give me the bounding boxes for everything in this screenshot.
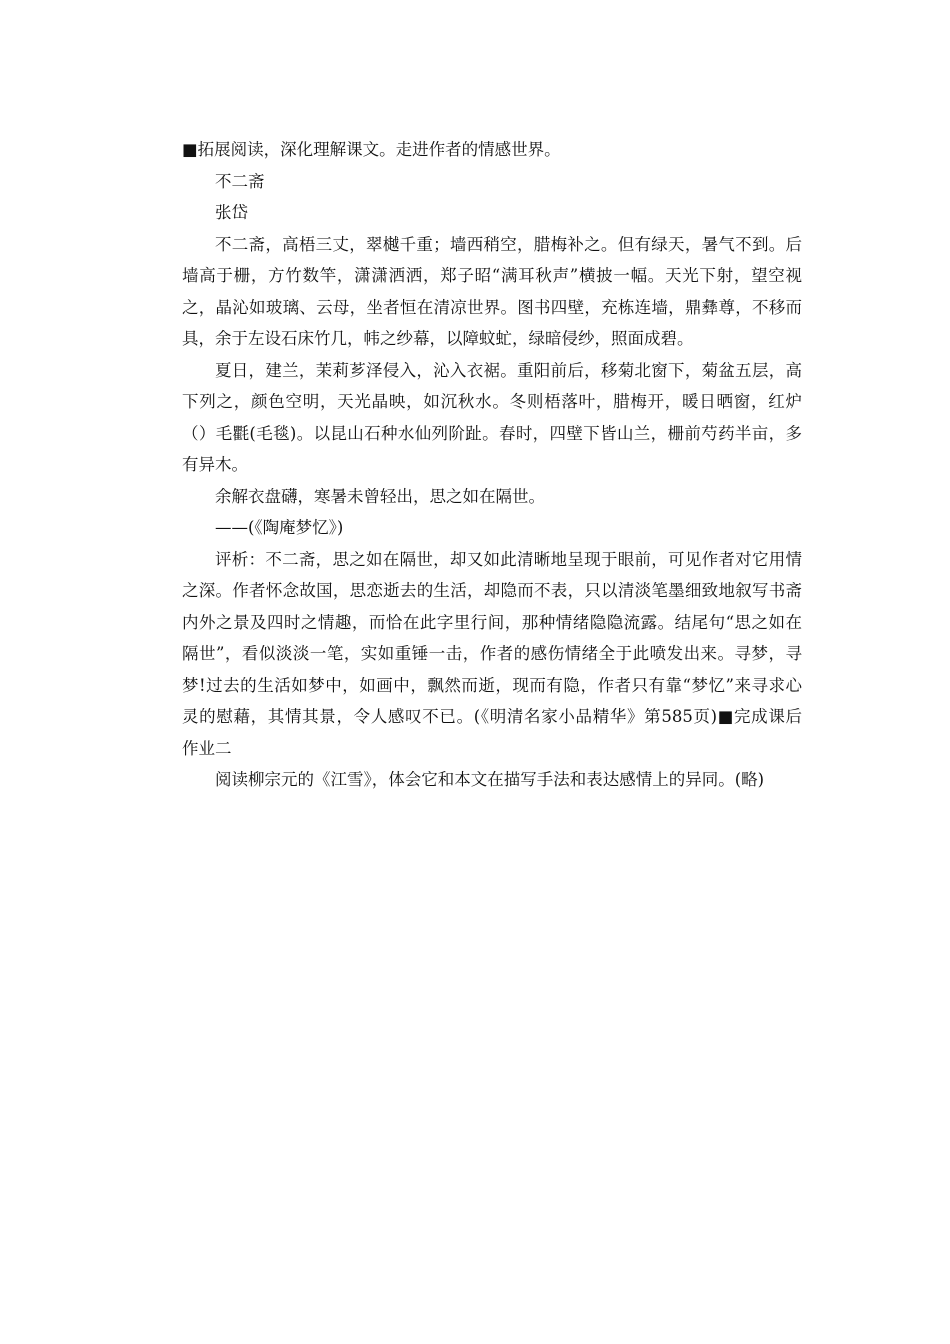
commentary — [182, 544, 802, 765]
commentary-line: 灵的慰藉，其情其景，令人感叹不已。(《明清名家小品精华》第585页)■完成课后 — [182, 707, 802, 726]
commentary-line: 内外之景及四时之情趣，而恰在此字里行间，那种情绪隐隐流露。结尾句“思之如在 — [182, 612, 802, 632]
paragraph-line: 具，余于左设石床竹几，帏之纱幕，以障蚊虻，绿暗侵纱，照面成碧。 — [182, 329, 694, 348]
commentary-line: 作业二 — [182, 738, 232, 758]
paragraph-line: （）毛氍(毛毯)。以昆山石种水仙列阶趾。春时，四壁下皆山兰，栅前芍药半亩，多 — [182, 423, 802, 443]
commentary-line: 梦!过去的生活如梦中，如画中，飘然而逝，现而有隐，作者只有靠“梦忆”来寻求心 — [182, 675, 802, 695]
intro-line: ■拓展阅读，深化理解课文。走进作者的情感世界。 — [182, 140, 561, 159]
essay-author: 张岱 — [215, 203, 248, 222]
source-citation: ——(《陶庵梦忆》) — [215, 518, 344, 537]
commentary-line: 评析：不二斋，思之如在隔世，却又如此清晰地呈现于眼前，可见作者对它用情 — [215, 549, 802, 569]
commentary-line: 之深。作者怀念故国，思恋逝去的生活，却隐而不表，只以清淡笔墨细致地叙写书斋 — [182, 581, 802, 600]
paragraph-line: 夏日，建兰，茉莉芗泽侵入，沁入衣裾。重阳前后，移菊北窗下，菊盆五层，高 — [215, 360, 802, 380]
commentary-line: 隔世”，看似淡淡一笔，实如重锤一击，作者的感伤情绪全于此喷发出来。寻梦，寻 — [182, 644, 802, 663]
paragraph-line: 墙高于栅，方竹数竿，潇潇洒洒，郑子昭“满耳秋声”横披一幅。天光下射，望空视 — [182, 266, 802, 285]
homework-task: 阅读柳宗元的《江雪》，体会它和本文在描写手法和表达感情上的异同。(略) — [215, 770, 765, 789]
paragraph-line: 不二斋，高梧三丈，翠樾千重；墙西稍空，腊梅补之。但有绿天，暑气不到。后 — [215, 234, 802, 254]
paragraph-line: 之，晶沁如玻璃、云母，坐者恒在清凉世界。图书四壁，充栋连墙，鼎彝尊，不移而 — [182, 297, 802, 317]
paragraph-3: 余解衣盘礴，寒暑未曾轻出，思之如在隔世。 — [215, 486, 545, 506]
paragraph-line: 有异木。 — [182, 455, 248, 474]
paragraph-1 — [182, 229, 802, 355]
paragraph-2 — [182, 355, 802, 481]
paragraph-line: 下列之，颜色空明，天光晶映，如沉秋水。冬则梧落叶，腊梅开，暖日晒窗，红炉 — [182, 392, 802, 411]
essay-title: 不二斋 — [215, 171, 265, 191]
document-body — [182, 134, 802, 796]
